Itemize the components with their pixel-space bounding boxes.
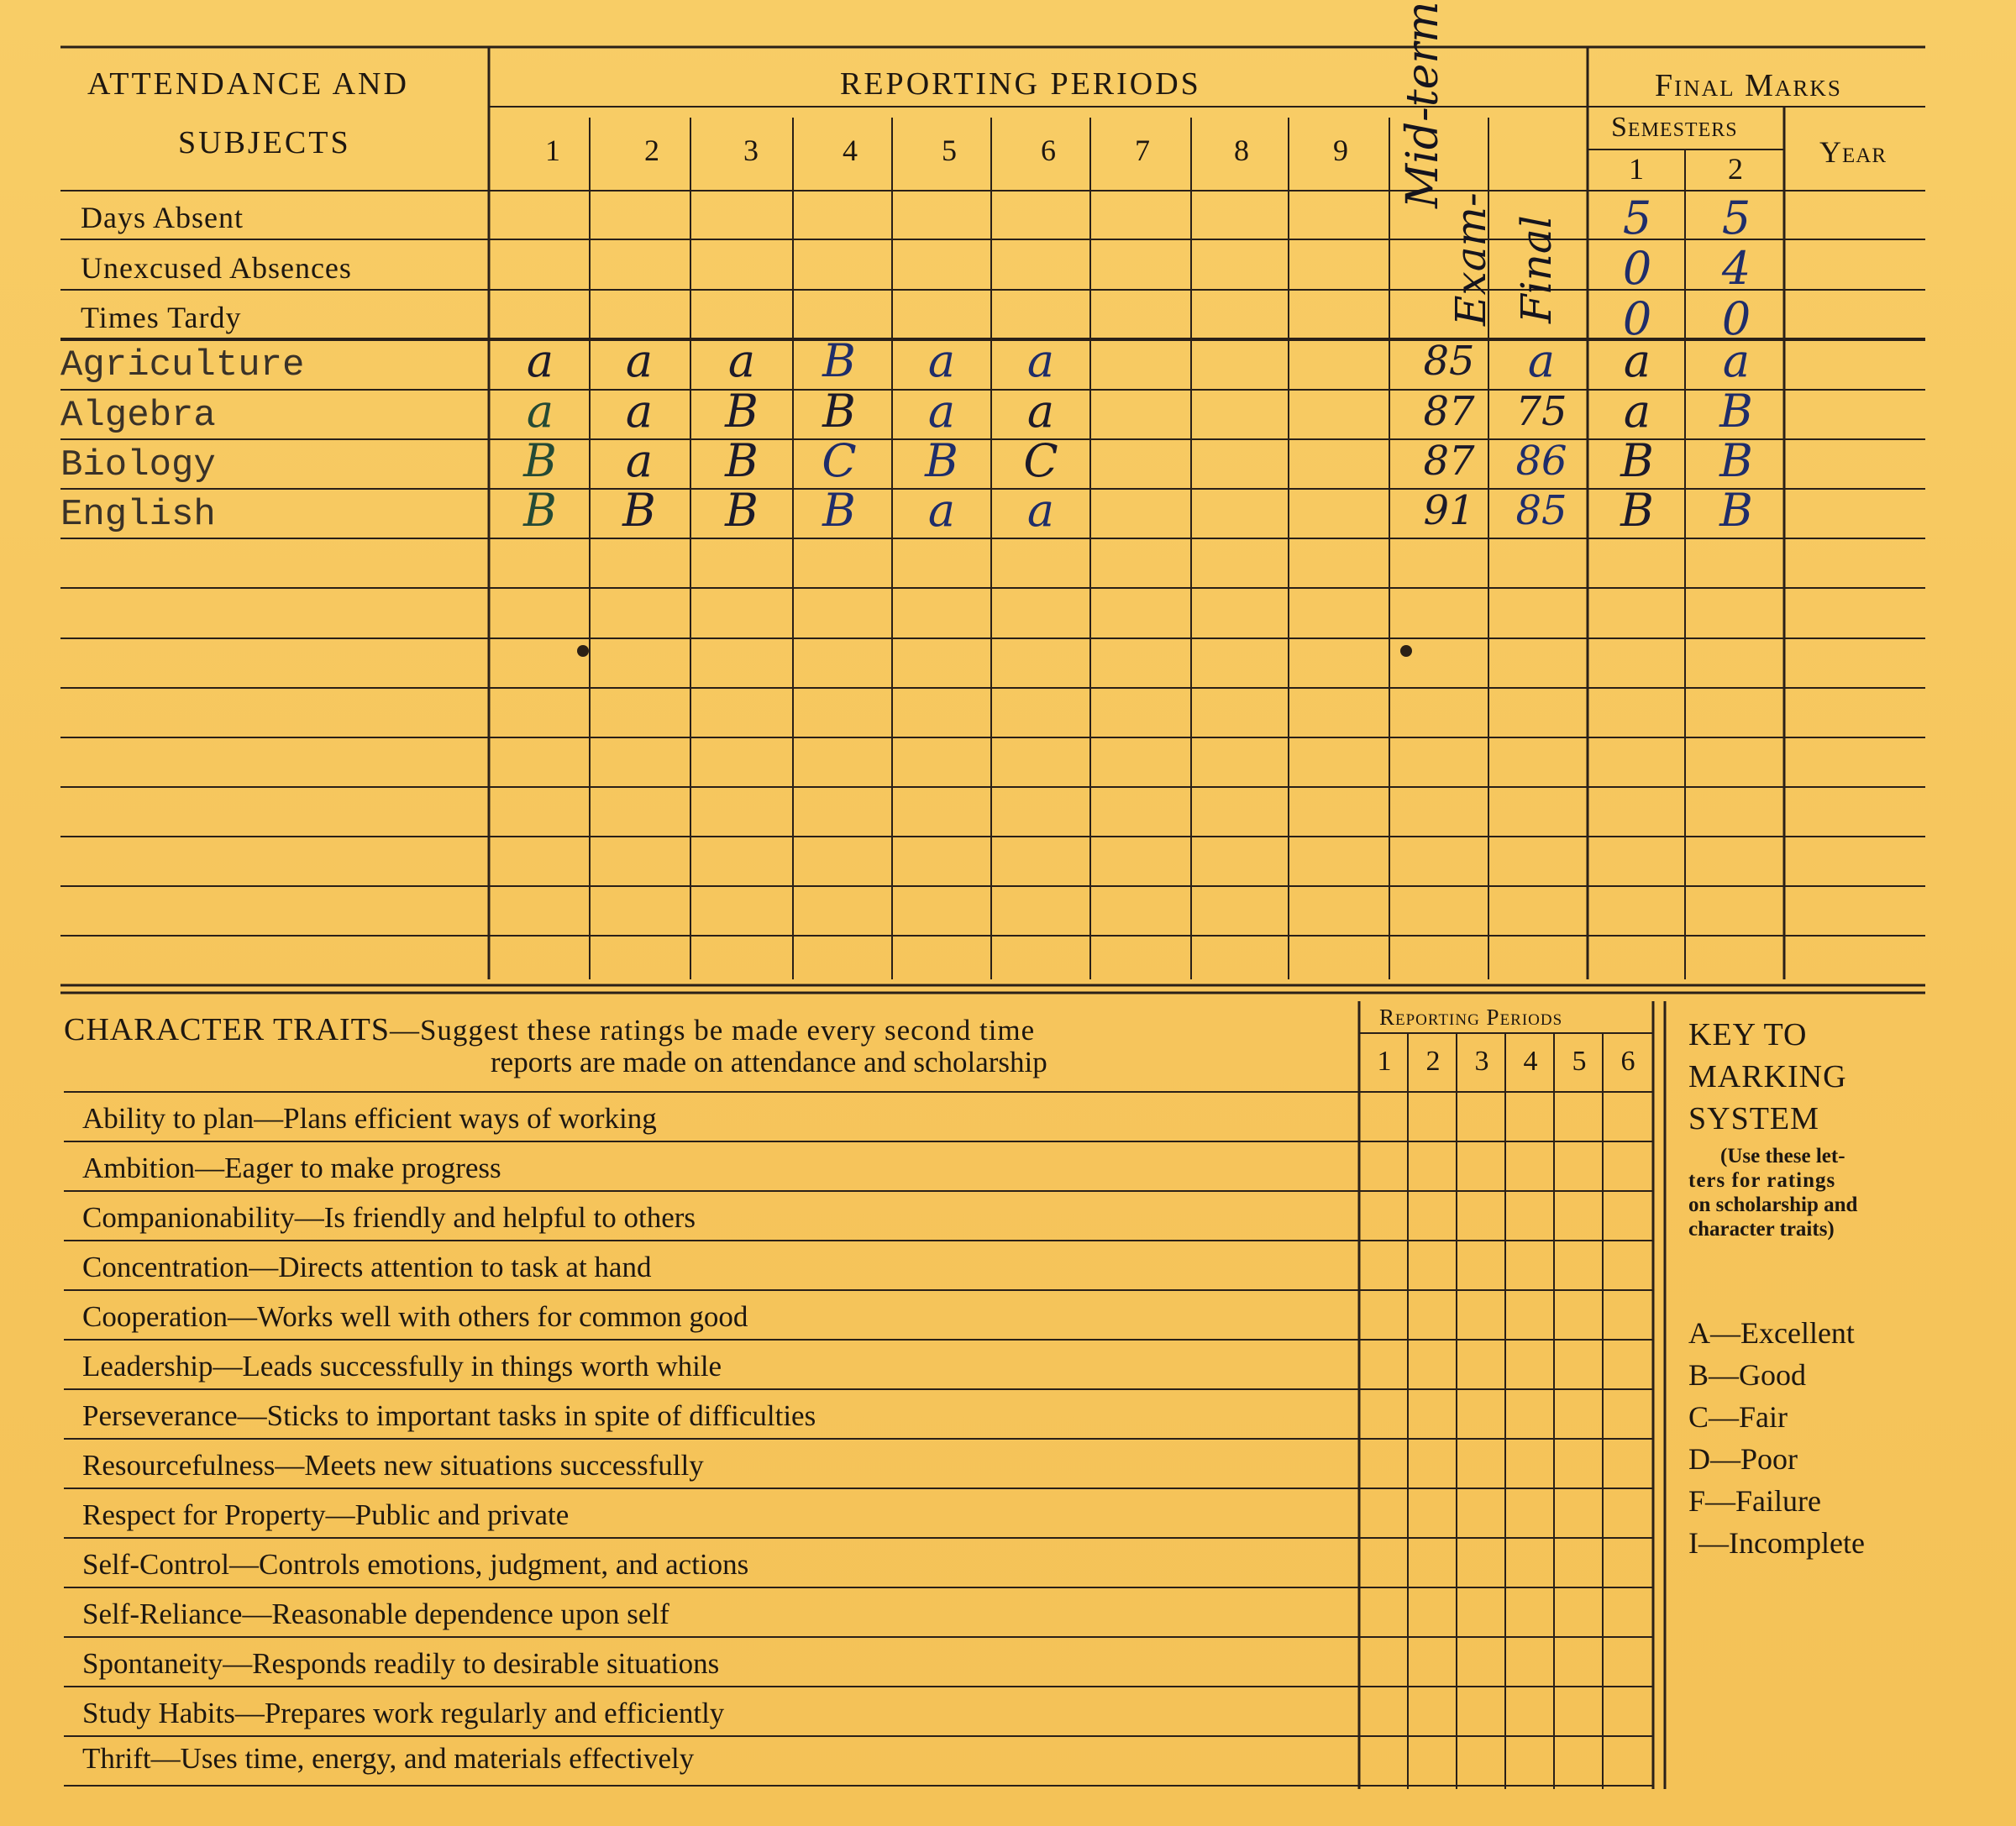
semester-grade: B bbox=[1719, 434, 1753, 487]
trait-period-number: 2 bbox=[1425, 1046, 1441, 1077]
grade: a bbox=[1026, 334, 1055, 387]
trait-row: Cooperation—Works well with others for common good bbox=[82, 1300, 748, 1333]
grade: a bbox=[1026, 385, 1055, 438]
attendance-value: 0 bbox=[1622, 242, 1652, 295]
trait-row: Thrift—Uses time, energy, and materials effectively bbox=[82, 1742, 695, 1775]
trait-row: Resourcefulness—Meets new situations successfully bbox=[82, 1449, 704, 1482]
trait-row: Ability to plan—Plans efficient ways of working bbox=[82, 1102, 657, 1135]
semester-number: 1 bbox=[1629, 152, 1644, 186]
key-item: F—Failure bbox=[1688, 1484, 1821, 1518]
period-number: 5 bbox=[942, 134, 957, 167]
key-note-line2: ters for ratings bbox=[1688, 1169, 1836, 1192]
subject-name: Algebra bbox=[60, 395, 216, 437]
grade: a bbox=[526, 385, 554, 438]
semester-grade: a bbox=[1623, 385, 1651, 438]
character-traits-note-line2: reports are made on attendance and scholarship bbox=[491, 1046, 1047, 1078]
period-number: 9 bbox=[1333, 134, 1348, 167]
reporting-periods-header: REPORTING PERIODS bbox=[840, 66, 1201, 102]
semester-grade: a bbox=[1623, 334, 1651, 387]
trait-period-number: 5 bbox=[1572, 1046, 1587, 1077]
key-title-line3: SYSTEM bbox=[1688, 1101, 1819, 1136]
trait-period-number: 1 bbox=[1377, 1046, 1392, 1077]
handwritten-exam-label: Exam- bbox=[1446, 192, 1495, 326]
grade: B bbox=[622, 484, 656, 537]
section-title-line2: SUBJECTS bbox=[178, 125, 351, 160]
character-traits-note: —Suggest these ratings be made every second time bbox=[389, 1014, 1036, 1047]
period-number: 6 bbox=[1041, 134, 1056, 167]
key-item: A—Excellent bbox=[1688, 1316, 1855, 1350]
section-title-line1: ATTENDANCE AND bbox=[87, 66, 409, 102]
key-title-line2: MARKING bbox=[1688, 1059, 1847, 1094]
period-number: 8 bbox=[1234, 134, 1249, 167]
trait-period-number: 6 bbox=[1620, 1046, 1635, 1077]
grade: B bbox=[523, 484, 557, 537]
grade: a bbox=[1026, 484, 1055, 537]
trait-row: Spontaneity—Responds readily to desirable situations bbox=[82, 1647, 720, 1680]
final-score: a bbox=[1527, 334, 1556, 387]
attendance-value: 0 bbox=[1622, 292, 1652, 345]
period-number: 2 bbox=[644, 134, 659, 167]
trait-period-number: 4 bbox=[1523, 1046, 1538, 1077]
grade: a bbox=[927, 334, 956, 387]
attendance-label: Days Absent bbox=[81, 201, 244, 234]
grade: B bbox=[725, 434, 759, 487]
midterm-score: 91 bbox=[1423, 487, 1475, 534]
attendance-value: 0 bbox=[1721, 292, 1751, 345]
grade: a bbox=[526, 334, 554, 387]
grade: a bbox=[927, 385, 956, 438]
key-note-line4: character traits) bbox=[1688, 1218, 1835, 1241]
grade: a bbox=[625, 434, 654, 487]
attendance-value: 5 bbox=[1622, 192, 1652, 244]
trait-row: Ambition—Eager to make progress bbox=[82, 1152, 501, 1184]
period-number: 3 bbox=[743, 134, 759, 167]
subject-name: English bbox=[60, 494, 216, 536]
semesters-header: Semesters bbox=[1611, 112, 1738, 143]
trait-row: Self-Reliance—Reasonable dependence upon self bbox=[82, 1598, 669, 1630]
grade: C bbox=[1023, 434, 1058, 487]
grade: a bbox=[727, 334, 756, 387]
semester-grade: B bbox=[1620, 434, 1654, 487]
trait-row: Perseverance—Sticks to important tasks in spite of difficulties bbox=[82, 1399, 816, 1432]
attendance-value: 4 bbox=[1721, 242, 1751, 295]
key-title-line1: KEY TO bbox=[1688, 1017, 1808, 1052]
semester-grade: a bbox=[1722, 334, 1751, 387]
final-marks-header: Final Marks bbox=[1655, 68, 1842, 103]
grade: B bbox=[725, 385, 759, 438]
attendance-value: 5 bbox=[1721, 192, 1751, 244]
grade: C bbox=[822, 434, 857, 487]
grade: B bbox=[822, 334, 856, 387]
key-item: B—Good bbox=[1688, 1358, 1807, 1392]
period-number: 4 bbox=[843, 134, 858, 167]
key-item: I—Incomplete bbox=[1688, 1526, 1865, 1560]
midterm-score: 85 bbox=[1423, 338, 1475, 385]
attendance-label: Unexcused Absences bbox=[81, 251, 352, 285]
grade: B bbox=[725, 484, 759, 537]
key-note-line3: on scholarship and bbox=[1688, 1194, 1858, 1216]
midterm-score: 87 bbox=[1423, 438, 1475, 485]
year-header: Year bbox=[1819, 135, 1887, 169]
character-traits-heading: CHARACTER TRAITS bbox=[64, 1012, 390, 1047]
grade: B bbox=[822, 385, 856, 438]
trait-row: Self-Control—Controls emotions, judgment, and actions bbox=[82, 1548, 749, 1581]
final-score: 86 bbox=[1515, 438, 1567, 485]
trait-period-number: 3 bbox=[1474, 1046, 1489, 1077]
trait-row: Companionability—Is friendly and helpful to others bbox=[82, 1201, 696, 1234]
semester-grade: B bbox=[1719, 484, 1753, 537]
subject-name: Agriculture bbox=[60, 344, 305, 386]
trait-row: Leadership—Leads successfully in things worth while bbox=[82, 1350, 722, 1383]
trait-row: Concentration—Directs attention to task at hand bbox=[82, 1251, 652, 1283]
trait-row: Study Habits—Prepares work regularly and efficiently bbox=[82, 1697, 725, 1729]
grade: B bbox=[925, 434, 958, 487]
key-item: C—Fair bbox=[1688, 1400, 1788, 1434]
midterm-score: 87 bbox=[1423, 388, 1475, 435]
period-number: 1 bbox=[545, 134, 560, 167]
semester-grade: B bbox=[1719, 385, 1753, 438]
grade: a bbox=[625, 334, 654, 387]
period-number: 7 bbox=[1135, 134, 1150, 167]
key-note-line1: (Use these let- bbox=[1720, 1145, 1845, 1167]
grade: B bbox=[822, 484, 856, 537]
attendance-label: Times Tardy bbox=[81, 301, 242, 334]
grade: a bbox=[927, 484, 956, 537]
punch-mark bbox=[577, 645, 589, 657]
final-score: 85 bbox=[1515, 487, 1567, 534]
handwritten-final-label: Final bbox=[1512, 215, 1561, 323]
grade: a bbox=[625, 385, 654, 438]
semester-number: 2 bbox=[1728, 152, 1743, 186]
semester-grade: B bbox=[1620, 484, 1654, 537]
character-traits-title bbox=[64, 1011, 1035, 1048]
traits-reporting-periods-header: Reporting Periods bbox=[1379, 1005, 1563, 1030]
handwritten-midterm-label: Mid-term bbox=[1398, 1, 1448, 208]
trait-row: Respect for Property—Public and private bbox=[82, 1498, 570, 1531]
key-item: D—Poor bbox=[1688, 1442, 1798, 1476]
grade: B bbox=[523, 434, 557, 487]
subject-name: Biology bbox=[60, 444, 216, 486]
final-score: 75 bbox=[1515, 388, 1567, 435]
punch-mark bbox=[1400, 645, 1412, 657]
